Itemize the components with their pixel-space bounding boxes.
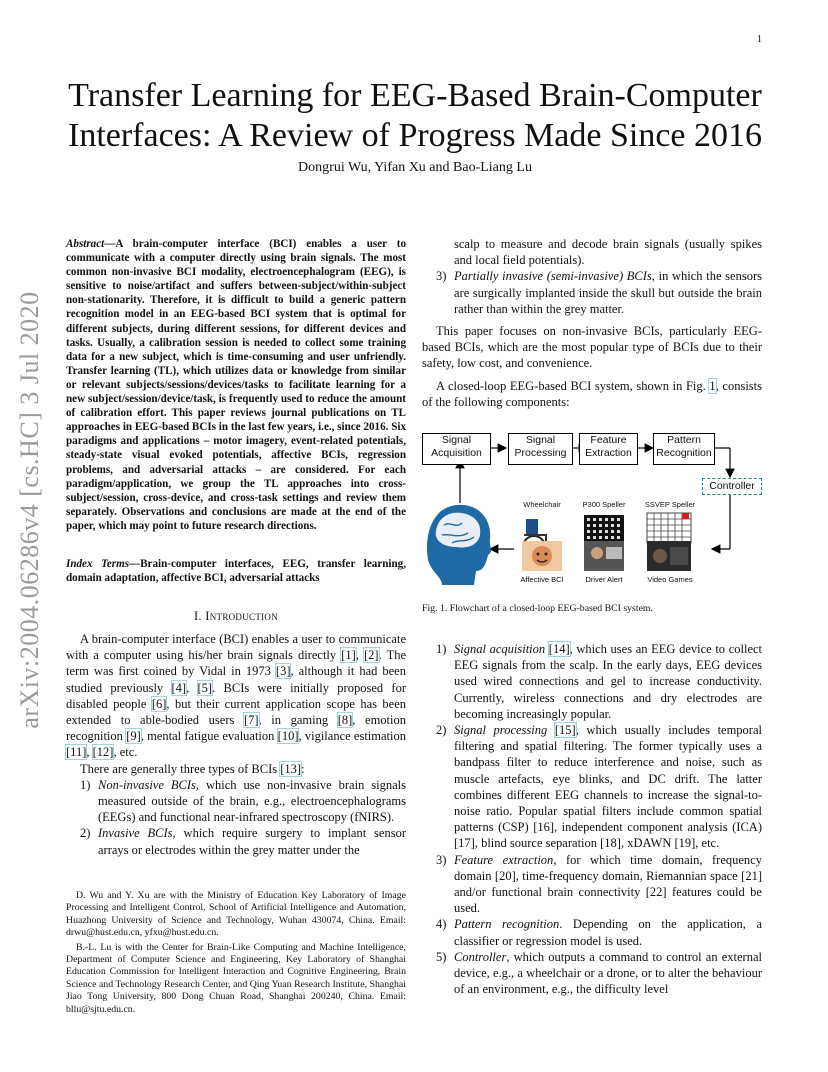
list-term: Signal processing xyxy=(454,723,548,738)
list-item xyxy=(66,777,406,826)
components-list-wrapper xyxy=(422,641,762,997)
controller-box xyxy=(702,478,762,495)
app-label: SSVEP Speller xyxy=(644,500,696,509)
abstract-text: —A brain-computer interface (BCI) enables a user to communicate with a computer directly using brain signals. The most common non-invasive BCI modality, electroencephalogram (EEG), is sensitive to noise/artifact and suffers between-subject/within-subject non-stationarity. Therefore, it is difficult to build a generic pattern recognition model in an EEG-based BCI system that is optimal for different subjects, during different sessions, for different devices and tasks. Usually, a calibration session is needed to collect some training data for a new subject, which is time-consuming and user unfriendly. Transfer learning (TL), which utilizes data or knowledge from similar or relevant subjects/sessions/devices/tasks to facilitate learning for a new subject/session/device/task, is frequently used to reduce the amount of calibration effort. This paper reviews journal publications on TL approaches in EEG-based BCIs in the last few years, i.e., since 2016. Six paradigms and applications – motor imagery, event-related potentials, steady-state visual evoked potentials, affective BCIs, regression problems, and adversarial attacks – are considered. For each paradigm/application, we group the TL approaches into cross-subject/session, cross-device, and cross-task settings and review them separately. Observations and conclusions are made at the end of the paper, which may point to future research directions. xyxy=(66,238,406,532)
list-term: Non-invasive BCIs xyxy=(98,777,196,792)
node-label: Feature Extraction xyxy=(585,434,632,459)
introduction-body xyxy=(66,631,406,858)
citation-link[interactable]: [14] xyxy=(548,642,570,656)
index-terms xyxy=(66,557,406,585)
index-terms-label: Index Terms xyxy=(66,558,130,570)
text: , but their current application scope has been extended to able-bodied users xyxy=(66,696,407,728)
citation-link[interactable]: [3] xyxy=(275,664,291,679)
app-label: Wheelchair xyxy=(523,500,561,509)
node-label: Signal Processing xyxy=(514,434,567,459)
abstract-label: Abstract xyxy=(66,238,105,250)
text: , although it had been studied previously xyxy=(66,664,406,695)
list-number: 3) xyxy=(436,269,447,284)
node-label: Pattern Recognition xyxy=(656,434,712,459)
node-label: Signal Acquisition xyxy=(431,434,482,459)
text: . BCIs were initially proposed for disabled people xyxy=(66,680,407,711)
text: , etc. xyxy=(113,745,138,760)
citation-link[interactable]: [7] xyxy=(243,713,259,728)
authors: Dongrui Wu, Yifan Xu and Bao-Liang Lu xyxy=(298,160,532,175)
citation-link[interactable]: [1] xyxy=(341,648,356,663)
paragraph: This paper focuses on non-invasive BCIs, particularly EEG-based BCIs, which are the most popular type of BCIs due to their safety, low cost, and convenience. xyxy=(422,324,762,371)
list-text: , which outputs a command to control an external device, e.g., a wheelchair or a drone, or to alter the behaviour of an environment, e.g., the difficulty level xyxy=(454,949,762,997)
list-number: 3) xyxy=(436,852,447,867)
list-text: , in which the sensors are surgically implanted inside the skull but outside the brain rather than within the grey matter. xyxy=(454,269,762,316)
list-term: Pattern recognition xyxy=(454,917,560,932)
bci-types-list xyxy=(66,777,406,858)
text: : xyxy=(301,761,305,776)
list-item xyxy=(422,949,762,998)
feature-extraction-box xyxy=(579,433,638,465)
citation-link[interactable]: [13] xyxy=(280,761,302,776)
list-text: , which use non-invasive brain signals measured outside of the brain, e.g., electroencephalograms (EEGs) and functional near-infrared spectroscopy (fNIRS). xyxy=(98,777,406,825)
paper-title xyxy=(40,76,790,156)
arxiv-stamp[interactable] xyxy=(10,270,50,750)
affective-bci-image xyxy=(519,540,520,541)
driver-alert-image xyxy=(584,541,624,571)
bci-types-list-continued xyxy=(422,236,762,317)
ssvep-speller-image xyxy=(647,513,691,543)
citation-link[interactable]: [4] xyxy=(171,680,187,695)
list-text: , which usually includes temporal filtering and spatial filtering. The former typically uses a bandpass filter to reduce interference and noise, such as muscle artefacts, eye blinks, and DC drift. The latter combines different EEG channels to increase the signal-to-noise ratio. Popular spatial filters include common spatial patterns (CSP) [16], independent component analysis (ICA) [17], blind source separation [18], xDAWN [19], etc. xyxy=(454,723,762,851)
abstract xyxy=(66,237,406,533)
citation-link[interactable]: [6] xyxy=(151,696,167,711)
list-term: Invasive BCIs xyxy=(98,826,173,841)
app-label: Video Games xyxy=(647,575,693,584)
figure-caption: Fig. 1. Flowchart of a closed-loop EEG-based BCI system. xyxy=(422,603,654,614)
citation-link[interactable]: [11] xyxy=(66,745,87,760)
text: , mental fatigue evaluation xyxy=(140,729,278,744)
text: , vigilance estimation xyxy=(298,729,406,744)
text: A closed-loop EEG-based BCI system, shown in Fig. xyxy=(436,378,710,393)
list-item xyxy=(422,641,762,722)
list-term: Partially invasive (semi-invasive) BCIs xyxy=(454,269,652,284)
node-label: Controller xyxy=(709,480,755,492)
components-list xyxy=(422,641,762,997)
text: , xyxy=(186,680,198,695)
right-column-top xyxy=(422,236,762,410)
citation-link[interactable]: [5] xyxy=(197,680,213,695)
figure-link[interactable]: 1 xyxy=(709,378,716,393)
footnote: D. Wu and Y. Xu are with the Ministry of Education Key Laboratory of Image Processing and Intelligent Control, School of Artificial Intelligence and Automation, Huazhong University of Science and Technology, Wuhan 430074, China. Email: drwu@hust.edu.cn, yfxu@hust.edu.cn. xyxy=(66,890,406,939)
app-label: Driver Alert xyxy=(585,575,623,584)
citation-link[interactable]: [15] xyxy=(554,723,576,738)
section-heading-introduction: I. Introduction xyxy=(193,609,279,623)
list-item-continued xyxy=(422,236,762,268)
title-line-1: Transfer Learning for EEG-Based Brain-Computer xyxy=(68,77,762,114)
figure-1-flowchart xyxy=(422,425,767,595)
list-item xyxy=(422,852,762,917)
list-term: Feature extraction xyxy=(454,852,554,867)
list-text: , which uses an EEG device to collect EEG signals from the scalp. In the early days, EEG devices used wired connections and gel to increase conductivity. Currently, wireless connections and dry electrodes are becoming increasingly popular. xyxy=(454,642,763,721)
head-brain-icon xyxy=(427,505,491,585)
app-label: Affective BCI xyxy=(520,575,564,584)
arxiv-stamp-text: arXiv:2004.06286v4 [cs.HC] 3 Jul 2020 xyxy=(15,291,44,729)
page-number: 1 xyxy=(757,34,762,45)
text: A brain-computer interface (BCI) enables a user to communicate with a computer using his/her brain signals directly xyxy=(66,632,406,663)
text: , xyxy=(86,745,93,760)
p300-speller-image xyxy=(584,515,624,543)
citation-link[interactable]: [10] xyxy=(277,729,299,744)
list-term: Controller xyxy=(454,949,507,964)
text: . The term was first coined by Vidal in 1973 xyxy=(66,648,406,679)
text: , xyxy=(355,648,365,663)
title-line-2: Interfaces: A Review of Progress Made Since 2016 xyxy=(68,117,762,154)
citation-link[interactable]: [12] xyxy=(92,745,114,760)
text: , emotion recognition xyxy=(66,713,406,744)
list-item xyxy=(422,268,762,317)
text: , consists of the following components: xyxy=(422,378,762,409)
list-item: 2) Invasive BCIs, which require surgery to implant sensor arrays or electrodes within the grey matter under the xyxy=(80,826,407,857)
list-number: 1) xyxy=(80,777,91,792)
list-term: Signal acquisition xyxy=(454,642,546,656)
citation-link[interactable]: [2] xyxy=(364,648,379,663)
list-number: 4) xyxy=(436,917,447,932)
intro-paragraph-1 xyxy=(66,631,406,761)
list-text: , for which time domain, frequency domain [20], time-frequency domain, Riemannian space [21] and/or functional brain connectivity [22] features could be used. xyxy=(454,852,762,916)
affective-bci-tile xyxy=(520,541,521,542)
app-label: P300 Speller xyxy=(582,500,626,509)
text: There are generally three types of BCIs xyxy=(80,761,281,776)
paragraph xyxy=(422,378,762,410)
list-text: . Depending on the application, a classifier or regression model is used. xyxy=(454,917,762,948)
list-number: 2) xyxy=(436,723,447,738)
list-number: 1) xyxy=(436,642,447,656)
citation-link[interactable]: [8] xyxy=(337,713,353,728)
footnote: B.-L. Lu is with the Center for Brain-Like Computing and Machine Intelligence, Department of Computer Science and Engineering, Key Laboratory of Shanghai Education Commission for Intelligent Interaction and Cognitive Engineering, Brain Science and Technology Research Center, and Qing Yuan Research Institute, Shanghai Jiao Tong University, 800 Dong Chuan Road, Shanghai 200240, China. Email: bllu@sjtu.edu.cn. xyxy=(66,941,406,1015)
affective-bci-graphic xyxy=(522,541,562,571)
list-item xyxy=(422,722,762,852)
signal-processing-box xyxy=(508,433,573,465)
list-text: which require surgery to implant sensor arrays or electrodes within the grey matter under the xyxy=(98,826,407,857)
intro-paragraph-2 xyxy=(66,761,406,777)
list-text: scalp to measure and decode brain signals (usually spikes and local field potentials). xyxy=(454,237,762,268)
list-number: 2) xyxy=(80,826,91,841)
text: , in gaming xyxy=(258,713,338,728)
signal-acquisition-box xyxy=(422,433,491,465)
citation-link[interactable]: [9] xyxy=(126,729,141,744)
list-number: 5) xyxy=(436,949,447,964)
video-games-image xyxy=(647,541,691,571)
index-terms-text: —Brain-computer interfaces, EEG, transfer learning, domain adaptation, affective BCI, adversarial attacks xyxy=(66,558,406,585)
pattern-recognition-box xyxy=(653,433,715,465)
list-item xyxy=(422,916,762,948)
author-footnotes xyxy=(66,890,406,1018)
